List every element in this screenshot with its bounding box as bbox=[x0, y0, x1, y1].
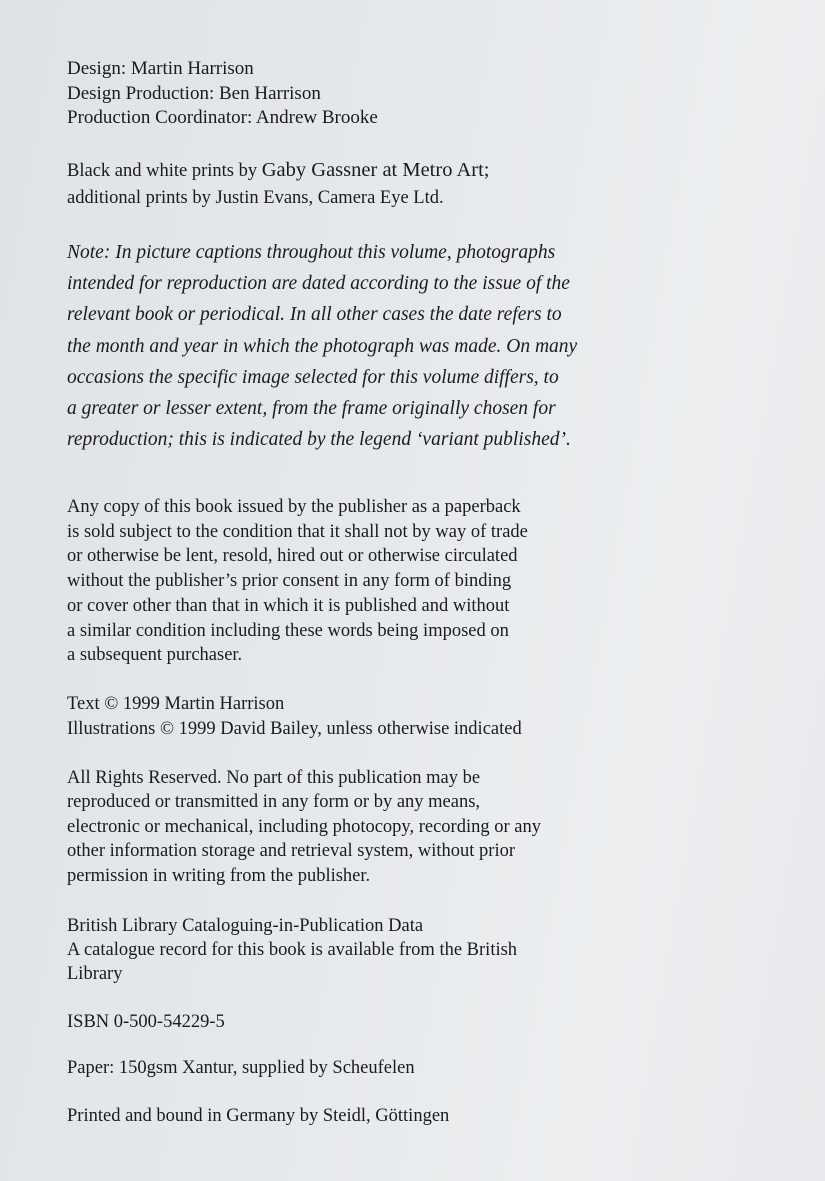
note-line: reproduction; this is indicated by the legend ‘variant published’. bbox=[67, 429, 571, 451]
condition-line: or cover other than that in which it is published and without bbox=[67, 595, 510, 616]
prints-line-1-start: Black and white prints by bbox=[67, 161, 262, 181]
condition-line: a subsequent purchaser. bbox=[67, 645, 243, 666]
paperback-condition bbox=[67, 495, 627, 668]
condition-line: or otherwise be lent, resold, hired out or otherwise circulated bbox=[67, 546, 518, 567]
design-production-credit: Design Production: Ben Harrison bbox=[67, 82, 321, 104]
note-line: a greater or lesser extent, from the frame originally chosen for bbox=[67, 398, 556, 420]
condition-line: a similar condition including these words being imposed on bbox=[67, 620, 509, 641]
cataloguing-data bbox=[67, 914, 627, 986]
illustrations-copyright: Illustrations © 1999 David Bailey, unless otherwise indicated bbox=[67, 719, 522, 739]
note-line: relevant book or periodical. In all other cases the date refers to bbox=[67, 304, 562, 326]
rights-line: All Rights Reserved. No part of this publication may be bbox=[67, 768, 481, 788]
prints-credit-block bbox=[67, 157, 627, 212]
prints-line-1 bbox=[67, 157, 627, 185]
prints-line-2: additional prints by Justin Evans, Camera Eye Ltd. bbox=[67, 188, 444, 208]
caption-note bbox=[67, 237, 627, 455]
credits-block bbox=[67, 57, 627, 131]
text-copyright: Text © 1999 Martin Harrison bbox=[67, 694, 285, 714]
note-line: occasions the specific image selected for this volume differs, to bbox=[67, 366, 559, 388]
all-rights-reserved bbox=[67, 766, 627, 888]
production-coordinator-credit: Production Coordinator: Andrew Brooke bbox=[67, 107, 378, 128]
rights-line: electronic or mechanical, including photocopy, recording or any bbox=[67, 816, 541, 837]
rights-line: other information storage and retrieval system, without prior bbox=[67, 841, 515, 862]
paper-info: Paper: 150gsm Xantur, supplied by Scheufelen bbox=[67, 1058, 415, 1078]
printer-info: Printed and bound in Germany by Steidl, Göttingen bbox=[67, 1106, 450, 1126]
cip-line: Library bbox=[67, 964, 123, 984]
note-line: the month and year in which the photograph was made. On many bbox=[67, 335, 578, 357]
note-line: Note: In picture captions throughout this volume, photographs bbox=[67, 242, 556, 263]
condition-line: without the publisher’s prior consent in any form of binding bbox=[67, 571, 512, 592]
note-line: intended for reproduction are dated according to the issue of the bbox=[67, 273, 570, 295]
prints-line-1-mid: at bbox=[377, 159, 403, 181]
printer-name: Gaby Gassner bbox=[261, 159, 378, 181]
print-studio-name: Metro Art bbox=[402, 159, 484, 181]
rights-line: permission in writing from the publisher. bbox=[67, 865, 371, 886]
isbn: ISBN 0-500-54229-5 bbox=[67, 1012, 225, 1032]
copyright-notice bbox=[67, 692, 627, 742]
cip-line: A catalogue record for this book is available from the British bbox=[67, 940, 518, 960]
condition-line: Any copy of this book issued by the publisher as a paperback bbox=[67, 497, 521, 517]
design-credit: Design: Martin Harrison bbox=[67, 58, 254, 79]
rights-line: reproduced or transmitted in any form or by any means, bbox=[67, 792, 481, 813]
cip-line: British Library Cataloguing-in-Publication Data bbox=[67, 916, 424, 936]
prints-line-1-end: ; bbox=[483, 159, 490, 181]
condition-line: is sold subject to the condition that it shall not by way of trade bbox=[67, 521, 528, 542]
